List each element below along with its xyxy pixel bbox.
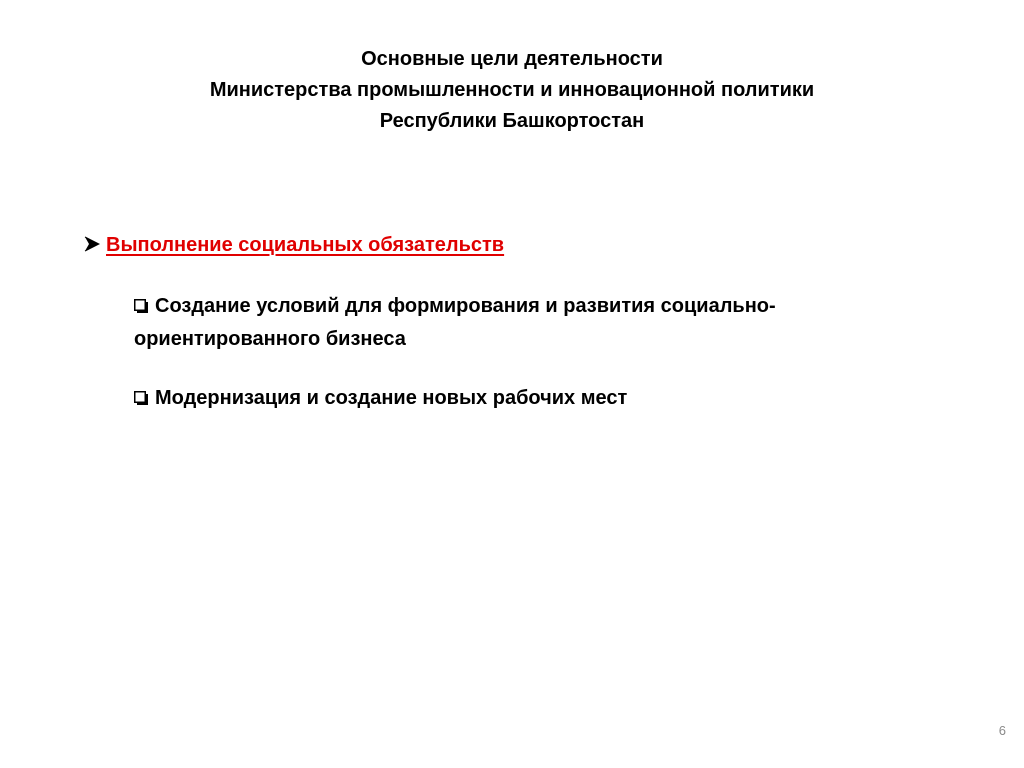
list-item	[134, 382, 874, 415]
title-line-3: Республики Башкортостан	[379, 110, 645, 132]
slide-title	[0, 44, 1024, 137]
section-heading-text: Выполнение социальных обязательств	[106, 234, 505, 256]
section-heading	[84, 230, 504, 261]
list-item-text: Создание условий для формирования и развития социально-ориентированного бизнеса	[134, 295, 776, 350]
title-line-1: Основные цели деятельности	[361, 48, 663, 70]
checkbox-bullet-icon	[134, 291, 148, 305]
title-line-2: Министерства промышленности и инновационной политики	[209, 79, 815, 101]
list-item-text: Модернизация и создание новых рабочих мест	[155, 387, 628, 409]
checkbox-bullet-icon	[134, 383, 148, 397]
list-item	[134, 290, 874, 356]
page-number: 6	[998, 723, 1006, 738]
arrow-bullet-icon	[84, 231, 100, 261]
